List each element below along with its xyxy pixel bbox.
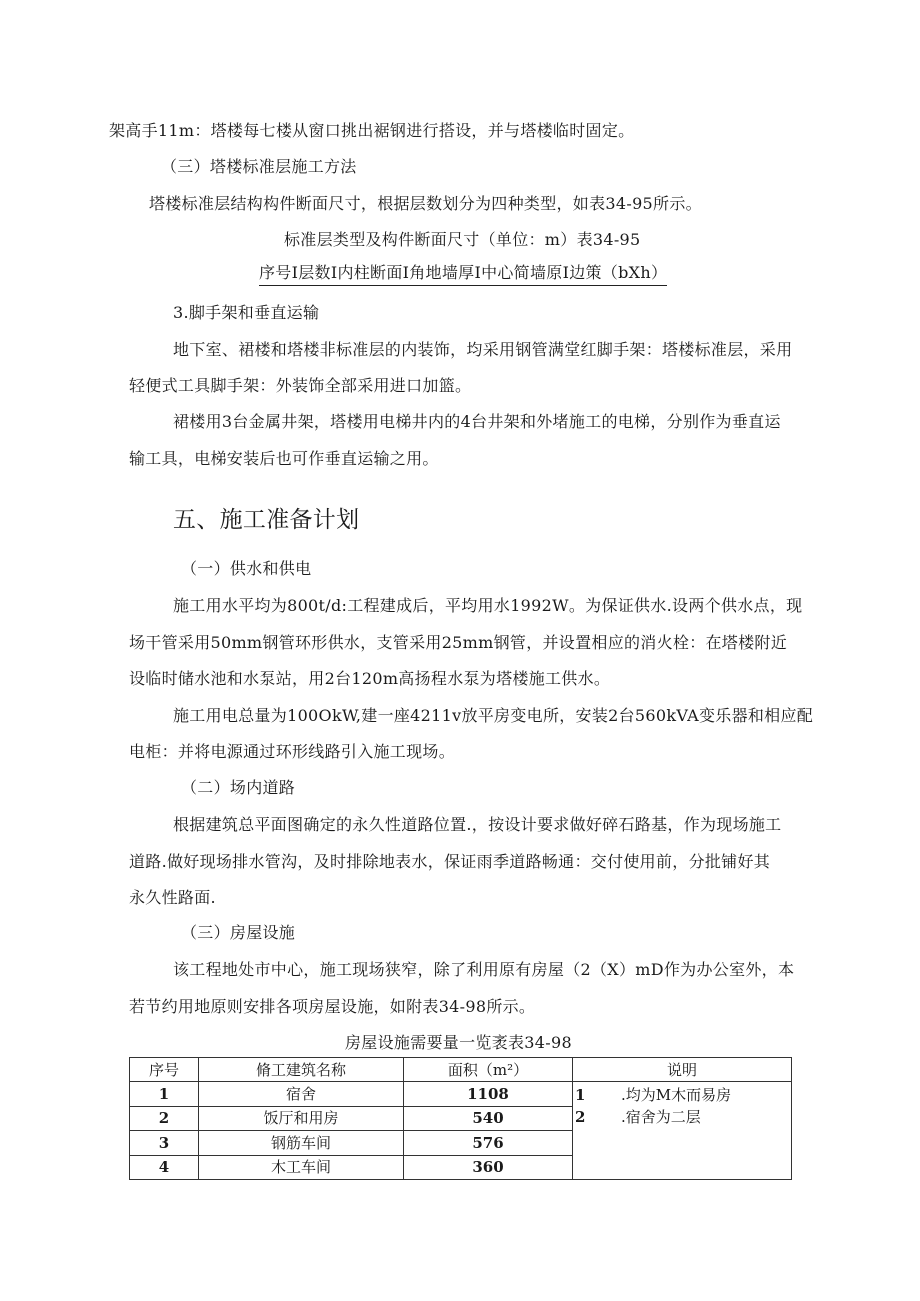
paragraph-line: 场干管采用50mm钢管环形供水，支管采用25mm钢管，并设置相应的消火栓：在塔楼附近 [129, 633, 788, 652]
subsection-heading: （二）场内道路 [181, 778, 296, 797]
housing-table [129, 1057, 792, 1180]
paragraph-line: 轻便式工具脚手架：外装饰全部采用进口加篮。 [129, 376, 472, 395]
row-name: 饭厅和用房 [199, 1106, 404, 1131]
paragraph-line: 架高手11m：塔楼每七楼从窗口挑出裾钢进行搭设，并与塔楼临时固定。 [109, 121, 635, 140]
paragraph-line: 根据建筑总平面图确定的永久性道路位置.，按设计要求做好碎石路基，作为现场施工 [173, 815, 782, 834]
row-area: 1108 [404, 1082, 573, 1107]
col-header-note: 说明 [573, 1058, 792, 1082]
paragraph-line: 裙楼用3台金属井架，塔楼用电梯井内的4台井架和外堵施工的电梯，分别作为垂直运 [173, 412, 781, 431]
subsection-heading: （三）房屋设施 [181, 923, 296, 942]
paragraph-line: 施工用水平均为800t/d:工程建成后，平均用水1992W。为保证供水.设两个供水点，现 [173, 596, 803, 615]
row-name: 钢筋车间 [199, 1131, 404, 1156]
paragraph-line: 若节约用地原则安排各项房屋设施，如附表34-98所示。 [129, 997, 536, 1016]
row-name: 木工车间 [199, 1155, 404, 1180]
row-no: 3 [130, 1131, 199, 1156]
paragraph-line: 施工用电总量为100OkW,建一座4211v放平房变电所，安装2台560kVA变乐器和相应配 [173, 706, 814, 725]
paragraph-line: 地下室、裙楼和塔楼非标准层的内装饰，均采用钢管满堂红脚手架：塔楼标准层，采用 [173, 340, 793, 359]
col-header-no: 序号 [130, 1058, 199, 1082]
table-header-row [130, 1058, 792, 1082]
subsection-heading: 3.脚手架和垂直运输 [173, 303, 320, 322]
row-area: 360 [404, 1155, 573, 1180]
row-area: 576 [404, 1131, 573, 1156]
notes-cell [573, 1082, 792, 1180]
row-area: 540 [404, 1106, 573, 1131]
note-line: 1 .均为M木而易房 [575, 1086, 732, 1104]
chapter-heading: 五、施工准备计划 [173, 507, 360, 533]
note-line: 2 .宿舍为二层 [575, 1108, 701, 1126]
col-header-area: 面积（m²） [404, 1058, 573, 1082]
col-header-name: 脩工建筑名称 [199, 1058, 404, 1082]
paragraph-line: 设临时储水池和水泵站，用2台120m高扬程水泵为塔楼施工供水。 [129, 669, 611, 688]
subsection-heading: （一）供水和供电 [181, 559, 312, 578]
table-caption: 房屋设施需要量一览袤表34-98 [345, 1033, 572, 1052]
paragraph-line: 该工程地处市中心，施工现场狭窄，除了利用原有房屋（2（X）mD作为办公室外，本 [173, 960, 795, 979]
paragraph-line: 永久性路面. [129, 888, 216, 907]
row-no: 2 [130, 1106, 199, 1131]
table-caption: 标准层类型及构件断面尺寸（单位：m）表34-95 [284, 230, 641, 249]
table-row [130, 1082, 792, 1107]
paragraph-line: 输工具，电梯安装后也可作垂直运输之用。 [129, 449, 439, 468]
paragraph-line: 道路.做好现场排水管沟，及时排除地表水，保证雨季道路畅通：交付使用前，分批铺好其 [129, 852, 771, 871]
row-no: 4 [130, 1155, 199, 1180]
row-no: 1 [130, 1082, 199, 1107]
table-header-line: 序号I层数I内柱断面I角地墙厚I中心简墙原I边策（bXh） [259, 262, 667, 286]
paragraph-line: 电柜：并将电源通过环形线路引入施工现场。 [129, 742, 456, 761]
paragraph-line: 塔楼标准层结构构件断面尺寸，根据层数划分为四种类型，如表34-95所示。 [149, 194, 702, 213]
section-heading: （三）塔楼标准层施工方法 [161, 157, 357, 176]
row-name: 宿舍 [199, 1082, 404, 1107]
